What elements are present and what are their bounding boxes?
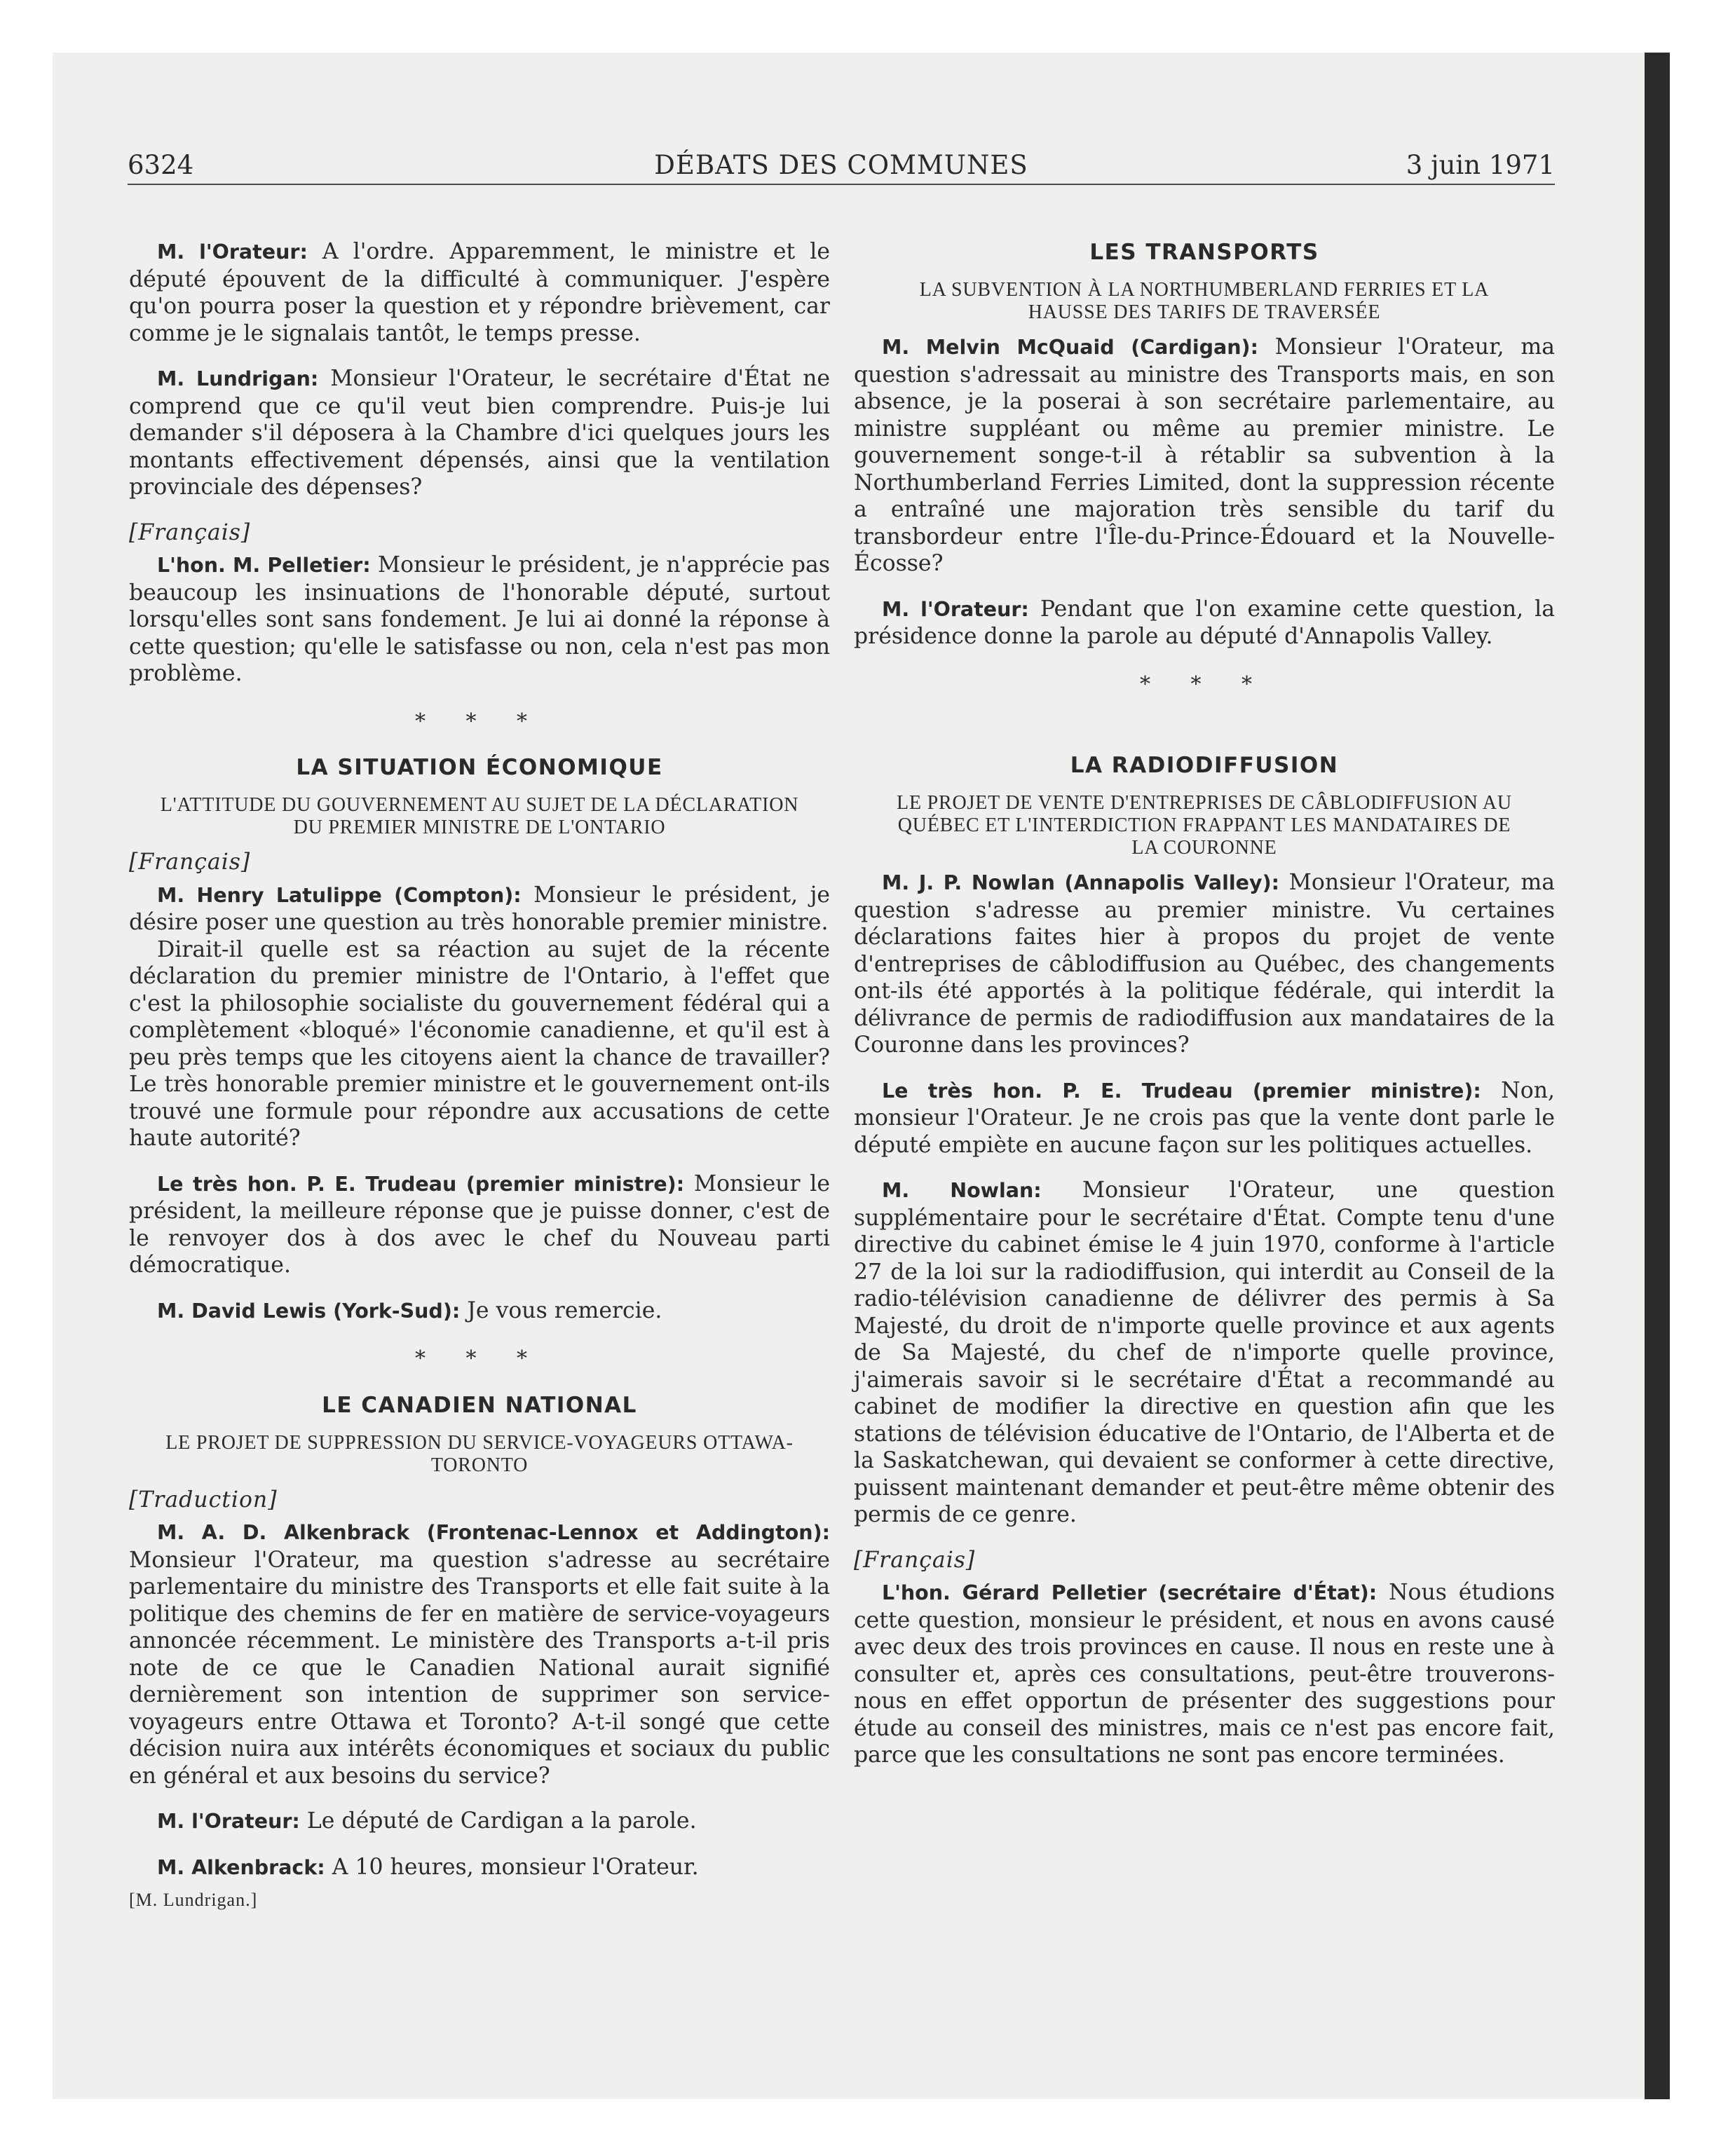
spacer [854,716,1555,751]
paragraph [129,1519,830,1789]
section-subtitle: LE PROJET DE SUPPRESSION DU SERVICE-VOYAGEURS OTTAWA-TORONTO [165,1431,794,1476]
speaker-name: L'hon. M. Pelletier: [157,554,371,577]
paragraph [129,1854,830,1882]
speech-text: Monsieur le président, je n'apprécie pas beaucoup les insinuations de l'honorable député, surtout lorsqu'elles sont sans fondement. Je lui ai donné la réponse à cette question; qu'elle le satisfasse ou non, cela n'est pas mon problème. [129,552,830,686]
speech-text: Monsieur le président, je désire poser une question au très honorable premier ministre. [129,882,830,935]
section-subtitle: LA SUBVENTION À LA NORTHUMBERLAND FERRIES ET LA HAUSSE DES TARIFS DE TRAVERSÉE [919,279,1490,323]
language-note: [Français] [854,1547,976,1573]
speaker-name: L'hon. Gérard Pelletier (secrétaire d'État): [882,1581,1377,1604]
speech-text: Pendant que l'on examine cette question, la présidence donne la parole au député d'Annapolis Valley. [854,596,1555,649]
scan-edge-shadow [1645,53,1670,2099]
paragraph [854,596,1555,650]
paragraph: Dirait-il quelle est sa réaction au sujet de la récente déclaration du premier ministre de l'Ontario, à l'effet que c'est la philosophie socialiste du gouvernement fédéral qui a complètement «bloqué» l'économie canadienne, et qu'il est à peu près temps que les citoyens aient la chance de travailler? Le très honorable premier ministre et le gouvernement ont-ils trouvé une formule pour répondre aux accusations de cette haute autorité? [129,936,830,1151]
speech-text: Monsieur l'Orateur, ma question s'adresse au premier ministre. Vu certaines déclarations faites hier à propos du projet de vente d'entreprises de câblodiffusion au Québec, des changements ont-ils été apportés à la politique fédérale, qui interdit la délivrance de permis de radiodiffusion aux mandataires de la Couronne dans les provinces? [854,870,1555,1058]
language-note: [Français] [129,850,251,875]
section-title: LE CANADIEN NATIONAL [322,1392,637,1418]
speech-text: Monsieur l'Orateur, ma question s'adresse au secrétaire parlementaire du ministre des Transports et elle fait suite à la politique des chemins de fer en matière de service-voyageurs annoncée récemment. Le ministère des Transports a-t-il pris note de ce que le Canadien National aurait signifié dernièrement son intention de supprimer son service-voyageurs entre Ottawa et Toronto? A-t-il songé que cette décision nuira aux intérêts économiques et sociaux du public en général et aux besoins du service? [129,1547,830,1789]
paragraph [129,238,830,347]
speech-text: Je vous remercie. [460,1297,662,1323]
paragraph [129,1171,830,1279]
speaker-name: Le très hon. P. E. Trudeau (premier ministre): [882,1079,1481,1103]
speech-text: A 10 heures, monsieur l'Orateur. [325,1854,699,1880]
speaker-name: M. Alkenbrack: [157,1855,325,1879]
speaker-name: M. l'Orateur: [157,1810,300,1833]
speech-text: Nous étudions cette question, monsieur le président, et nous en avons causé avec deux des trois provinces en cause. Il nous en reste une à consulter et, après ces consultations, peut-être trouverons-nous en effet opportun de présenter des suggestions pour étude au conseil des ministres, mais ce n'est pas encore fait, parce que les consultations ne sont pas encore terminées. [854,1580,1556,1768]
section-separator: * * * [414,1346,545,1371]
paragraph [854,869,1555,1059]
speech-text: Monsieur l'Orateur, une question supplémentaire pour le secrétaire d'État. Compte tenu d'une directive du cabinet émise le 4 juin 1970, conforme à l'article 27 de la loi sur la radiodiffusion, qui interdit au Conseil de la radio-télévision canadienne de délivrer des permis à Sa Majesté, du droit de n'importe quelle province et aux agents de Sa Majesté, du chef de n'importe quelle province, j'aimerais savoir si le secrétaire d'État a recommandé au cabinet de modifier la directive en question afin que les stations de télévision éducative de l'Ontario, de l'Alberta et de la Saskatchewan, qui devaient se conformer à cette directive, puissent maintenant demander et peut-être même obtenir des permis de ce genre. [854,1178,1555,1527]
journal-title: DÉBATS DES COMMUNES [654,150,1028,180]
speaker-name: M. Melvin McQuaid (Cardigan): [882,336,1258,359]
section-title: LES TRANSPORTS [1089,240,1319,265]
header-rule [128,184,1555,185]
section-separator: * * * [1139,671,1270,697]
paragraph [129,552,830,688]
paragraph [854,1077,1555,1159]
speech-text: A l'ordre. Apparemment, le ministre et le député épouvent de la difficulté à communiquer. J'espère qu'on pourra poser la question et y répondre brièvement, car comme je le signalais tantôt, le temps presse. [129,239,830,346]
speaker-name: M. l'Orateur: [157,240,308,264]
speech-text: Le député de Cardigan a la parole. [299,1808,697,1834]
right-column [854,238,1555,1787]
paragraph [129,1297,830,1325]
speaker-name: M. J. P. Nowlan (Annapolis Valley): [882,871,1280,894]
speaker-name: M. l'Orateur: [882,597,1029,621]
page-date: 3 juin 1971 [1406,150,1555,180]
paragraph [129,882,830,936]
paragraph [854,1177,1555,1529]
speech-text: Monsieur l'Orateur, ma question s'adressait au ministre des Transports mais, en son absence, je la poserai à son secrétaire parlementaire, au ministre suppléant ou même au premier ministre. Le gouvernement songe-t-il à rétablir sa subvention à la Northumberland Ferries Limited, dont la suppression récente a entraîné une majoration très sensible du tarif du transbordeur entre l'Île-du-Prince-Édouard et la Nouvelle-Écosse? [854,334,1556,576]
speaker-name: M. Lundrigan: [157,367,319,390]
speaker-name: M. Henry Latulippe (Compton): [157,883,522,907]
section-separator: * * * [414,709,545,734]
left-column [129,238,830,1914]
speech-text: Non, monsieur l'Orateur. Je ne crois pas que la vente dont parle le député empiète en aucune façon sur les politiques actuelles. [854,1077,1555,1158]
speech-text: Monsieur le président, la meilleure réponse que je puisse donner, c'est de le renvoyer dos à dos avec le chef du Nouveau parti démocratique. [129,1171,830,1278]
language-note: [Traduction] [129,1487,278,1513]
speaker-reference: [M. Lundrigan.] [129,1890,258,1910]
speaker-name: M. Nowlan: [882,1179,1042,1202]
paragraph [129,365,830,501]
paragraph [854,334,1555,578]
section-subtitle: LE PROJET DE VENTE D'ENTREPRISES DE CÂBLODIFFUSION AU QUÉBEC ET L'INTERDICTION FRAPPANT LES MANDATAIRES DE LA COURONNE [897,792,1512,859]
language-note: [Français] [129,519,251,545]
page-header [128,149,1555,182]
section-title: LA SITUATION ÉCONOMIQUE [296,755,663,780]
page-number: 6324 [128,150,194,180]
section-title: LA RADIODIFFUSION [1070,753,1339,778]
speaker-name: Le très hon. P. E. Trudeau (premier ministre): [157,1172,685,1196]
paragraph [129,1808,830,1836]
section-subtitle: L'ATTITUDE DU GOUVERNEMENT AU SUJET DE LA DÉCLARATION DU PREMIER MINISTRE DE L'ONTARIO [160,794,799,838]
speech-text: Monsieur l'Orateur, le secrétaire d'État ne comprend que ce qu'il veut bien comprendre. Puis-je lui demander s'il déposera à la Chambre d'ici quelques jours les montants effectivement dépensés, ainsi que la ventilation provinciale des dépenses? [129,366,830,500]
speaker-name: M. A. D. Alkenbrack (Frontenac-Lennox et Addington): [157,1521,830,1544]
paragraph [854,1579,1555,1769]
speaker-name: M. David Lewis (York-Sud): [157,1299,461,1323]
